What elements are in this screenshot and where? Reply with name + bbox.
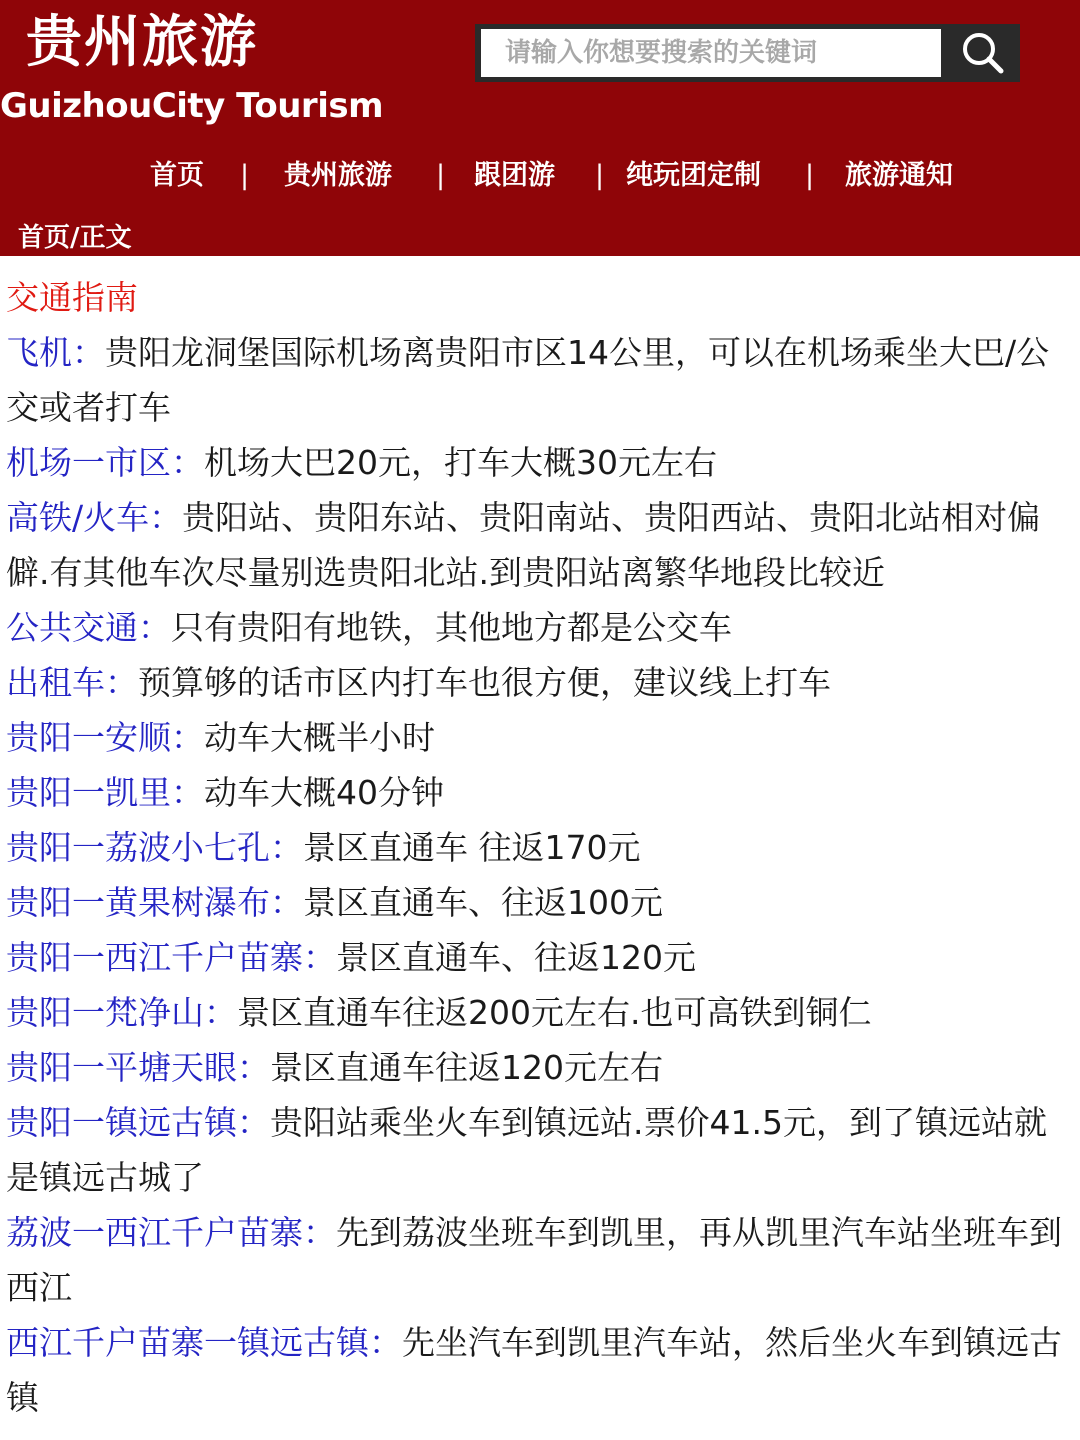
entry-label: 贵阳一平塘天眼： [6, 1048, 270, 1087]
list-item [6, 1315, 1074, 1425]
site-logo-cn[interactable]: 贵州旅游 [26, 10, 258, 75]
entry-text: 景区直通车、往返120元 [336, 938, 696, 977]
list-item [6, 490, 1074, 600]
entry-label: 公共交通： [6, 608, 171, 647]
entry-text: 贵阳站乘坐火车到镇远站.票价41.5元，到了镇远站就是镇远古城了 [6, 1103, 1047, 1197]
nav-separator: | [436, 160, 446, 191]
search-button[interactable] [945, 24, 1020, 82]
entry-text: 贵阳站、贵阳东站、贵阳南站、贵阳西站、贵阳北站相对偏僻.有其他车次尽量别选贵阳北站.到贵阳站离繁华地段比较近 [6, 498, 1041, 592]
entry-text: 先到荔波坐班车到凯里，再从凯里汽车站坐班车到西江 [6, 1213, 1062, 1307]
entry-text: 动车大概半小时 [204, 718, 435, 757]
entry-label: 出租车： [6, 663, 138, 702]
main-nav [0, 150, 1080, 202]
nav-item-group-tour[interactable]: 跟团游 [474, 160, 555, 191]
entry-label: 飞机： [6, 333, 105, 372]
list-item [6, 1095, 1074, 1205]
entry-text: 预算够的话市区内打车也很方便，建议线上打车 [138, 663, 831, 702]
list-item [6, 435, 1074, 490]
list-item [6, 600, 1074, 655]
entry-text: 动车大概40分钟 [204, 773, 444, 812]
search-bar [475, 24, 1020, 82]
entry-text: 景区直通车 往返170元 [303, 828, 641, 867]
site-logo-en[interactable]: GuizhouCity Tourism [0, 86, 384, 126]
list-item [6, 930, 1074, 985]
list-item [6, 1205, 1074, 1315]
article-content [6, 270, 1074, 1425]
entry-label: 贵阳一安顺： [6, 718, 204, 757]
list-item [6, 710, 1074, 765]
entry-text: 景区直通车往返120元左右 [270, 1048, 663, 1087]
entry-label: 荔波一西江千户苗寨： [6, 1213, 336, 1252]
entry-text: 景区直通车、往返100元 [303, 883, 663, 922]
nav-item-custom-tour[interactable]: 纯玩团定制 [626, 160, 761, 191]
entry-label: 贵阳一西江千户苗寨： [6, 938, 336, 977]
breadcrumb: 首页/正文 [18, 223, 132, 253]
nav-item-guizhou-tourism[interactable]: 贵州旅游 [284, 160, 392, 191]
entry-text: 只有贵阳有地铁，其他地方都是公交车 [171, 608, 732, 647]
list-item [6, 875, 1074, 930]
list-item [6, 325, 1074, 435]
list-item [6, 985, 1074, 1040]
search-input[interactable] [481, 29, 941, 77]
list-item [6, 655, 1074, 710]
list-item [6, 820, 1074, 875]
entry-text: 先坐汽车到凯里汽车站，然后坐火车到镇远古镇 [6, 1323, 1062, 1417]
list-item [6, 1040, 1074, 1095]
nav-item-travel-notice[interactable]: 旅游通知 [845, 160, 953, 191]
nav-separator: | [595, 160, 605, 191]
list-item [6, 765, 1074, 820]
entry-label: 贵阳一梵净山： [6, 993, 237, 1032]
entry-label: 机场一市区： [6, 443, 204, 482]
nav-separator: | [240, 160, 250, 191]
entry-label: 高铁/火车： [6, 498, 183, 537]
entry-text: 贵阳龙洞堡国际机场离贵阳市区14公里，可以在机场乘坐大巴/公交或者打车 [6, 333, 1050, 427]
site-header [0, 0, 1080, 256]
entry-label: 贵阳一黄果树瀑布： [6, 883, 303, 922]
entry-label: 贵阳一荔波小七孔： [6, 828, 303, 867]
entry-text: 机场大巴20元，打车大概30元左右 [204, 443, 717, 482]
search-icon [960, 30, 1006, 76]
entry-label: 贵阳一镇远古镇： [6, 1103, 270, 1142]
entry-label: 贵阳一凯里： [6, 773, 204, 812]
nav-item-home[interactable]: 首页 [150, 160, 204, 191]
section-title: 交通指南 [6, 278, 138, 317]
entry-text: 景区直通车往返200元左右.也可高铁到铜仁 [237, 993, 872, 1032]
nav-separator: | [805, 160, 815, 191]
entry-label: 西江千户苗寨一镇远古镇： [6, 1323, 402, 1362]
